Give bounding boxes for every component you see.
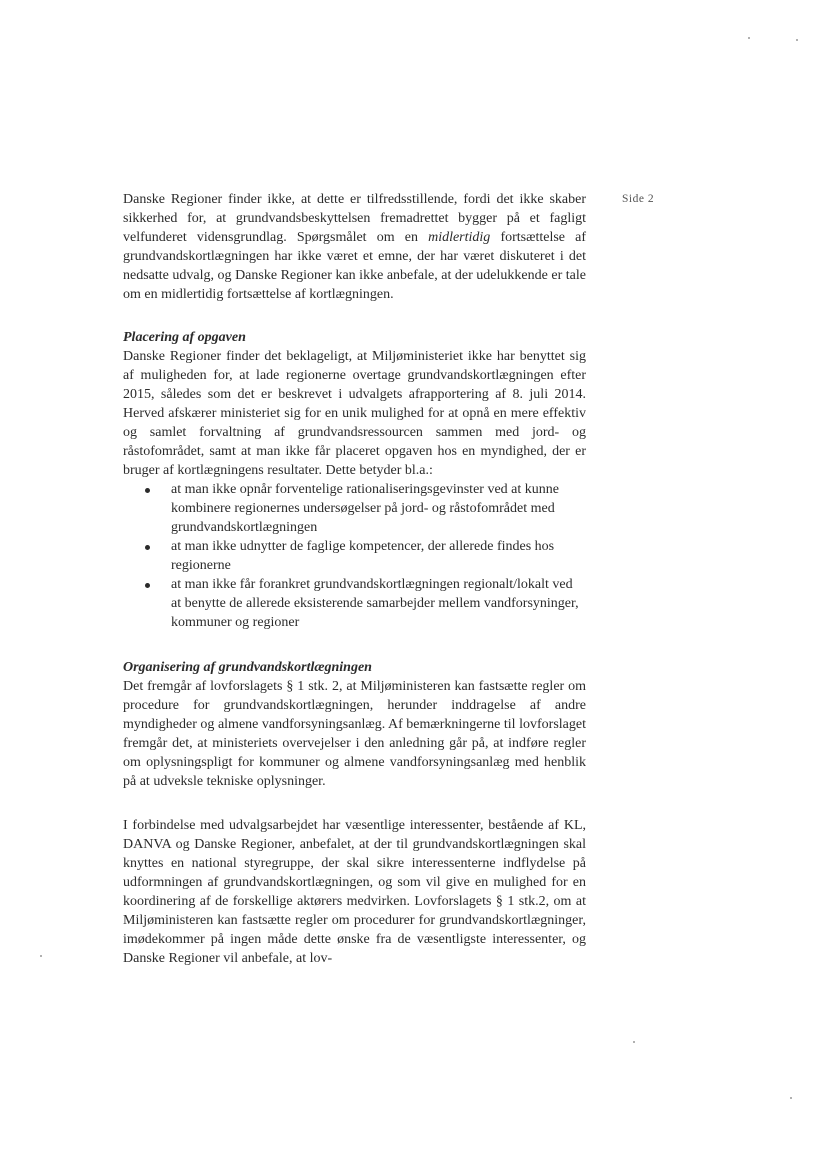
intro-text-end: fortsættelse af grundvandskortlægningen har ikke været et emne, der har været diskuteret i det nedsatte udvalg, og Danske Regioner kan ikke anbefale, at der udelukkende er tale om en midlertidig fortsættelse af kortlægningen. [123,230,587,302]
scan-speck [796,39,798,41]
bullet-icon [145,488,150,493]
intro-italic-word: midlertidig [428,230,491,245]
scan-speck [40,955,42,957]
scan-speck [748,37,750,39]
scan-speck [790,1097,792,1099]
intro-paragraph [123,190,586,304]
document-body [123,190,586,968]
list-item [145,575,586,632]
bullet-text: at man ikke udnytter de faglige kompetencer, der allerede findes hos regionerne [171,539,555,573]
bullet-icon [145,583,150,588]
page-number: Side 2 [622,193,655,205]
intro-text-start: Danske Regioner finder ikke, at dette er tilfredsstillende, fordi det ikke skaber sikkerhed for, at grundvandsbeskyttelsen fremadrettet bygger på et fagligt velfunderet vidensgrundlag. Spørgsmålet om en [123,192,586,245]
heading-placering: Placering af opgaven [123,330,246,345]
heading-organisering: Organisering af grundvandskortlægningen [123,660,372,675]
placering-bullet-list [123,480,586,632]
bullet-text: at man ikke får forankret grundvandskortlægningen regionalt/lokalt ved at benytte de allerede eksisterende samarbejder mellem vandforsyninger, kommuner og regioner [171,577,579,630]
list-item [145,537,586,575]
scan-speck [633,1041,635,1043]
bullet-text: at man ikke opnår forventelige rationaliseringsgevinster ved at kunne kombinere regionernes undersøgelser på jord- og råstofområdet med grundvandskortlægningen [171,482,559,535]
bullet-icon [145,545,150,550]
organisering-paragraph: Det fremgår af lovforslagets § 1 stk. 2, at Miljøministeren kan fastsætte regler om procedure for grundvandskortlægningen, herunder inddragelse af andre myndigheder og almene vandforsyningsanlæg. Af bemærkningerne til lovforslaget fremgår det, at ministeriets overvejelser i den anledning går på, at indføre regler om oplysningspligt for kommuner og almene vandforsyningsanlæg med henblik på at udveksle tekniske oplysninger. [123,679,586,789]
placering-paragraph: Danske Regioner finder det beklageligt, at Miljøministeriet ikke har benyttet sig af muligheden for, at lade regionerne overtage grundvandskortlægningen efter 2015, således som det er beskrevet i udvalgets afrapportering af 8. juli 2014. Herved afskærer ministeriet sig for en unik mulighed for at opnå en mere effektiv og samlet forvaltning af grundvandsressourcen sammen med jord- og råstofområdet, samt at man ikke får placeret opgaven hos en myndighed, der er bruger af kortlægningens resultater. Dette betyder bl.a.: [123,349,586,478]
closing-paragraph: I forbindelse med udvalgsarbejdet har væsentlige interessenter, bestående af KL, DANVA og Danske Regioner, anbefalet, at der til grundvandskortlægningen skal knyttes en national styregruppe, der skal sikre interessenterne indflydelse på udformningen af grundvandskortlægningen, og som vil give en mulighed for en koordinering af de forskellige aktørers medvirken. Lovforslagets § 1 stk.2, om at Miljøministeren kan fastsætte regler om procedurer for grundvandskortlægninger, imødekommer på ingen måde dette ønske fra de væsentligste interessenter, og Danske Regioner vil anbefale, at lov- [123,818,586,966]
list-item [145,480,586,537]
